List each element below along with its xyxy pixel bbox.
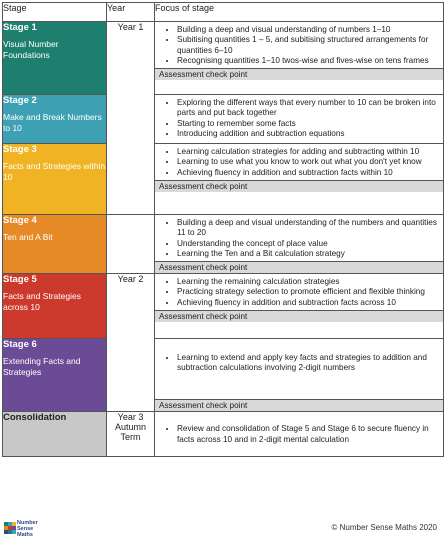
stage-5-cell	[3, 274, 107, 339]
year-3-cell: Year 3 Autumn Term	[107, 412, 155, 457]
stage-subtitle: Ten and A Bit	[3, 232, 53, 242]
logo-line: Maths	[17, 532, 33, 538]
assessment-check-point: Assessment check point	[155, 310, 443, 322]
stage-name: Stage 1	[3, 22, 37, 33]
assessment-check-point: Assessment check point	[155, 68, 443, 80]
focus-item: • Exploring the different ways that every number to 10 can be broken into parts and put back together	[177, 98, 439, 119]
stage-name: Stage 3	[3, 144, 37, 155]
stage-subtitle: Extending Facts and Strategies	[3, 356, 81, 378]
stage-2-cell	[3, 95, 107, 144]
stage-row	[3, 22, 444, 95]
year-2-cell: Year 2	[107, 274, 155, 412]
focus-item: • Review and consolidation of Stage 5 and Stage 6 to secure fluency in facts across 10 and in 2-digit mental calculation	[177, 424, 439, 445]
stage-6-cell	[3, 339, 107, 412]
stage-2-focus	[155, 95, 444, 144]
consolidation-focus	[155, 412, 444, 457]
focus-item: • Subitising quantities 1 – 5, and subitising structured arrangements for quantities 6–10	[177, 35, 439, 56]
focus-list	[155, 22, 443, 68]
year-header: Year	[107, 3, 155, 22]
stage-1-focus	[155, 22, 444, 95]
focus-item: • Practicing strategy selection to promote efficient and flexible thinking	[177, 287, 439, 297]
stage-5-focus	[155, 274, 444, 339]
assessment-check-point: Assessment check point	[155, 261, 443, 273]
focus-item: • Learning to extend and apply key facts and strategies to addition and subtraction calculations involving 2-digit numbers	[177, 353, 439, 374]
focus-item: • Building a deep and visual understanding of the numbers and quantities 11 to 20	[177, 218, 439, 239]
consolidation-name: Consolidation	[3, 412, 67, 423]
stage-3-focus	[155, 144, 444, 215]
stage-name: Stage 2	[3, 95, 37, 106]
logo-grid-icon	[4, 522, 16, 534]
stage-3-cell	[3, 144, 107, 215]
stage-row	[3, 215, 444, 274]
focus-list	[155, 274, 443, 310]
stage-row	[3, 339, 444, 412]
focus-item: • Achieving fluency in addition and subtraction facts across 10	[177, 298, 439, 308]
stage-subtitle: Facts and Strategies across 10	[3, 291, 81, 313]
focus-item: • Achieving fluency in addition and subtraction facts within 10	[177, 168, 439, 178]
focus-list	[155, 144, 443, 180]
stage-4-cell	[3, 215, 107, 274]
stage-subtitle: Facts and Strategies within 10	[3, 161, 106, 183]
focus-header: Focus of stage	[155, 3, 444, 22]
focus-list	[155, 95, 443, 141]
assessment-check-point: Assessment check point	[155, 399, 443, 411]
focus-item: • Building a deep and visual understanding of numbers 1–10	[177, 25, 439, 35]
year-empty-cell	[107, 215, 155, 274]
focus-item: • Learning the Ten and a Bit calculation strategy	[177, 249, 439, 259]
focus-item: • Learning the remaining calculation strategies	[177, 277, 439, 287]
assessment-check-point: Assessment check point	[155, 180, 443, 192]
number-sense-maths-logo	[4, 520, 64, 540]
consolidation-row	[3, 412, 444, 457]
stages-table	[2, 2, 444, 457]
stage-name: Stage 4	[3, 215, 37, 226]
stage-6-focus	[155, 339, 444, 412]
logo-line: Sense	[17, 526, 34, 532]
stage-row	[3, 95, 444, 144]
focus-item: • Learning calculation strategies for adding and subtracting within 10	[177, 147, 439, 157]
stage-row	[3, 274, 444, 339]
focus-item: • Recognising quantities 1–10 twos-wise and fives-wise on tens frames	[177, 56, 439, 66]
consolidation-cell	[3, 412, 107, 457]
stage-row	[3, 144, 444, 215]
focus-list	[155, 421, 443, 447]
focus-list	[155, 215, 443, 261]
focus-list	[155, 339, 443, 399]
stage-4-focus	[155, 215, 444, 274]
stage-name: Stage 6	[3, 339, 37, 350]
year-1-cell: Year 1	[107, 22, 155, 215]
focus-item: • Introducing addition and subtraction equations	[177, 129, 439, 139]
focus-item: • Learning to use what you know to work out what you don't yet know	[177, 157, 439, 167]
logo-line: Number	[17, 520, 38, 526]
stage-1-cell	[3, 22, 107, 95]
stage-subtitle: Make and Break Numbers to 10	[3, 112, 102, 134]
stage-name: Stage 5	[3, 274, 37, 285]
focus-item: • Understanding the concept of place value	[177, 239, 439, 249]
copyright-text: © Number Sense Maths 2020	[331, 523, 437, 532]
header-row	[3, 3, 444, 22]
logo-text	[17, 520, 38, 538]
stage-header: Stage	[3, 3, 107, 22]
focus-item: • Starting to remember some facts	[177, 119, 439, 129]
stage-subtitle: Visual Number Foundations	[3, 39, 59, 61]
